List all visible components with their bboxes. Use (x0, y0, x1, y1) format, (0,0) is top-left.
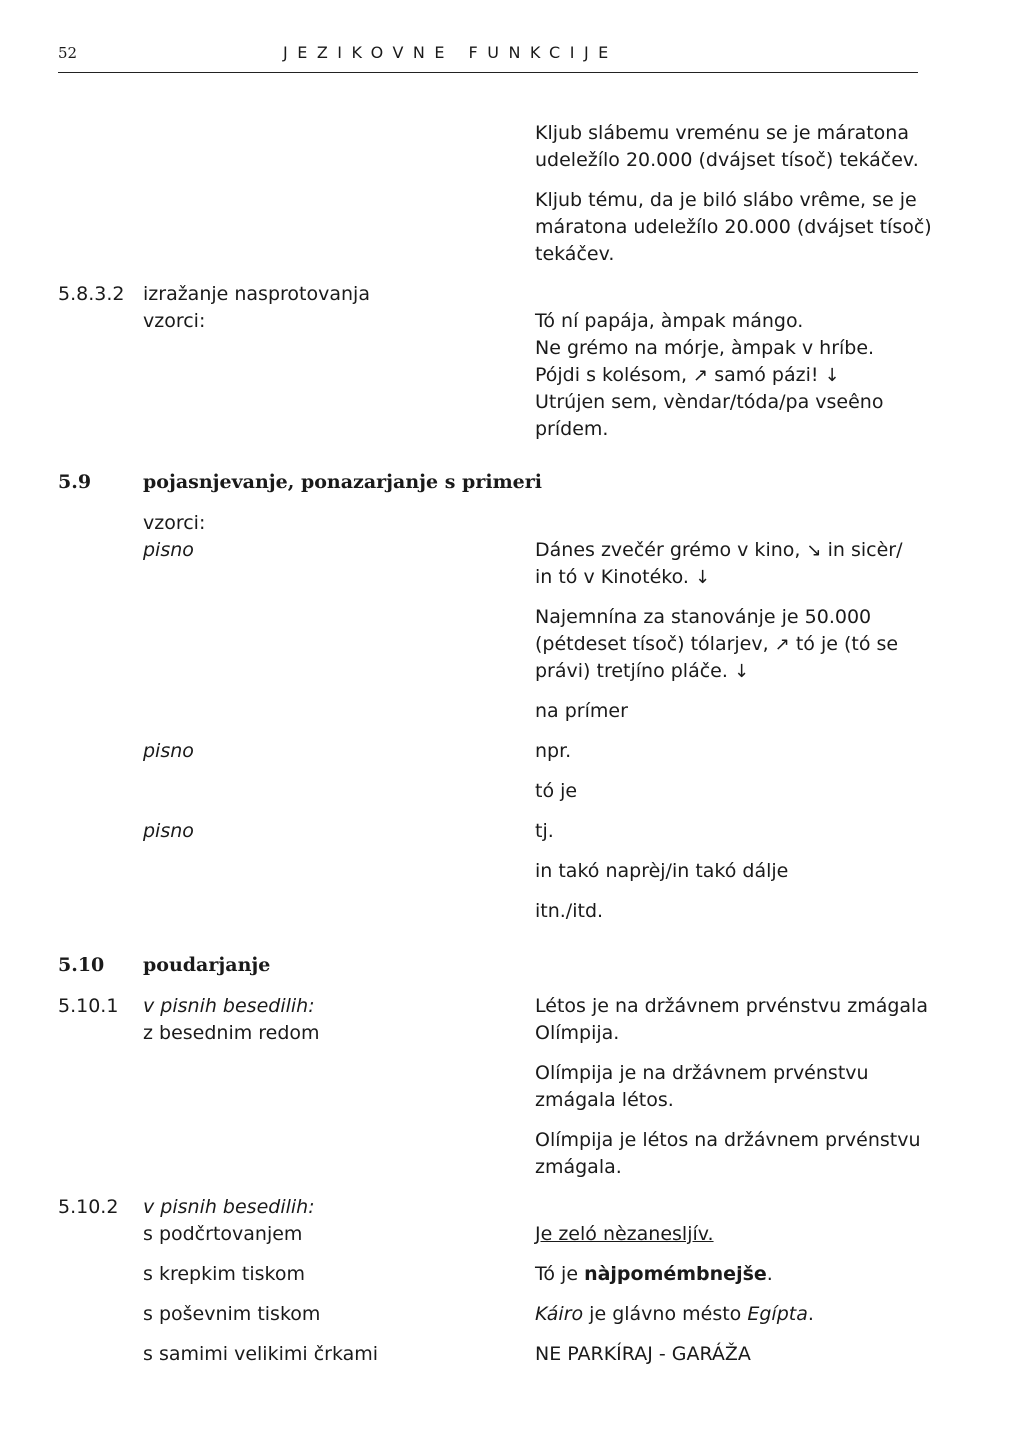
written-label: pisno (143, 539, 194, 561)
section-number: 5.10.2 (58, 1196, 119, 1218)
example-text: (pétdeset tísoč) tólarjev, (535, 633, 769, 655)
example-text: . (766, 1263, 773, 1285)
example-line: Ne grémo na mórje, àmpak v hríbe. (535, 337, 875, 359)
falling-arrow-icon: ↓ (733, 661, 750, 682)
list-item: in takó naprèj/in takó dálje (535, 860, 789, 882)
section-label: s poševnim tiskom (143, 1303, 321, 1325)
section-number: 5.8.3.2 (58, 283, 125, 305)
example-line: Létos je na držávnem prvénstvu zmágala (535, 995, 928, 1017)
section-title: izražanje nasprotovanja (143, 283, 370, 305)
rising-arrow-icon: ↗ (774, 634, 790, 655)
section-label: s podčrtovanjem (143, 1223, 303, 1245)
example-line (535, 537, 903, 564)
example-line: NE PARKÍRAJ - GARÁŽA (535, 1343, 751, 1365)
written-label: pisno (143, 740, 194, 762)
example-line (535, 1301, 814, 1328)
example-line: zmágala. (535, 1156, 622, 1178)
falling-arrow-icon: ↓ (824, 365, 840, 386)
example-line: Olímpija je na držávnem prvénstvu (535, 1062, 869, 1084)
section-number: 5.10 (58, 954, 105, 976)
example-line: máratona udeležílo 20.000 (dvájset tísoč) (535, 216, 932, 238)
example-line: prídem. (535, 418, 609, 440)
patterns-label: vzorci: (143, 512, 206, 534)
example-line: Najemnína za stanovánje je 50.000 (535, 606, 872, 628)
example-line: Kljub slábemu vreménu se je máratona (535, 122, 909, 144)
example-text: Tó je (535, 1263, 579, 1285)
running-title: JEZIKOVNE FUNKCIJE (283, 43, 618, 62)
example-text: Pójdi s kolésom, (535, 364, 687, 386)
section-label: z besednim redom (143, 1022, 320, 1044)
example-bold-word: nàjpomémbnejše (584, 1263, 767, 1285)
section-label: v pisnih besedilih: (143, 1196, 315, 1218)
patterns-label: vzorci: (143, 310, 206, 332)
example-text: samó pázi! (714, 364, 819, 386)
list-item: tó je (535, 780, 578, 802)
rising-arrow-icon: ↗ (693, 365, 709, 386)
example-italic-word: Káiro (535, 1303, 584, 1325)
example-line: tekáčev. (535, 243, 615, 265)
header-rule (58, 72, 918, 73)
example-text: in tó v Kinotéko. (535, 566, 689, 588)
section-label: s krepkim tiskom (143, 1263, 306, 1285)
example-line: udeležílo 20.000 (dvájset tísoč) tekáčev. (535, 149, 919, 171)
example-text: Dánes zvečér grémo v kino, (535, 539, 801, 561)
example-line: Olímpija. (535, 1022, 620, 1044)
section-title: poudarjanje (143, 954, 271, 976)
example-text: . (807, 1303, 814, 1325)
section-label: v pisnih besedilih: (143, 995, 315, 1017)
page-number: 52 (58, 44, 78, 62)
example-line (535, 564, 710, 591)
list-item: itn./itd. (535, 900, 604, 922)
written-label: pisno (143, 820, 194, 842)
example-text: in sicèr/ (827, 539, 903, 561)
example-line (535, 658, 749, 685)
falling-diagonal-arrow-icon: ↘ (806, 540, 822, 561)
example-line (535, 1261, 773, 1288)
example-text: je glávno mésto (583, 1303, 748, 1325)
example-line: Utrújen sem, vèndar/tóda/pa vseêno (535, 391, 884, 413)
list-item: na prímer (535, 700, 628, 722)
example-line: Tó ní papája, àmpak mángo. (535, 310, 804, 332)
example-line: Olímpija je létos na držávnem prvénstvu (535, 1129, 921, 1151)
section-number: 5.10.1 (58, 995, 119, 1017)
example-line (535, 362, 840, 389)
example-line: Je zeló nèzanesljív. (535, 1223, 714, 1245)
section-number: 5.9 (58, 471, 92, 493)
example-line: zmágala létos. (535, 1089, 674, 1111)
example-text: právi) tretjíno pláče. (535, 660, 728, 682)
section-title: pojasnjevanje, ponazarjanje s primeri (143, 471, 542, 493)
example-line (535, 631, 898, 658)
list-item: tj. (535, 820, 554, 842)
example-line: Kljub tému, da je biló slábo vrême, se je (535, 189, 917, 211)
example-text: tó je (tó se (795, 633, 899, 655)
falling-arrow-icon: ↓ (695, 567, 711, 588)
list-item: npr. (535, 740, 572, 762)
section-label: s samimi velikimi črkami (143, 1343, 379, 1365)
example-italic-word: Egípta (747, 1303, 808, 1325)
